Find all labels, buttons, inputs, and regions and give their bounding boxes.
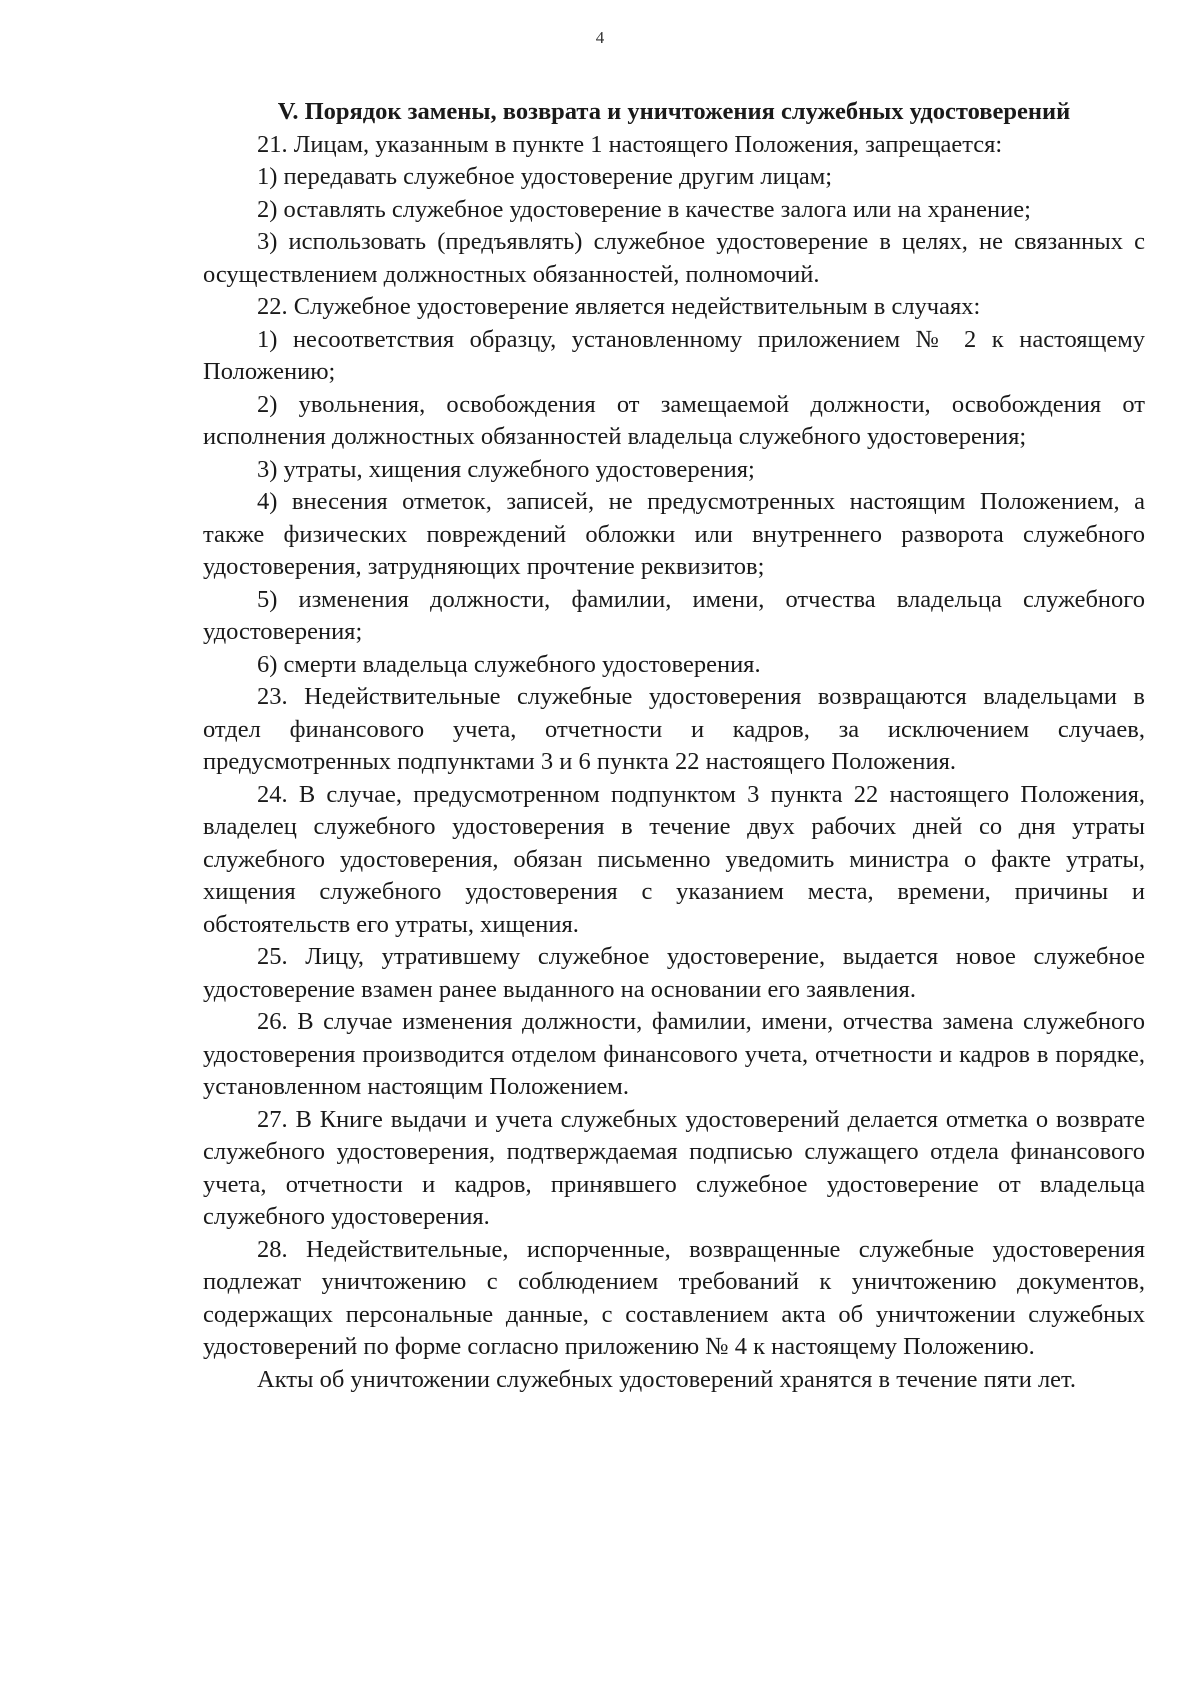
paragraph-27: 27. В Книге выдачи и учета служебных удостоверений делается отметка о возврате служебного удостоверения, подтверждаемая подписью служащего отдела финансового учета, отчетности и кадров, принявшего служебное удостоверение от владельца служебного удостоверения. (203, 1105, 1145, 1230)
paragraph-22-item-2: 2) увольнения, освобождения от замещаемой должности, освобождения от исполнения должностных обязанностей владельца служебного удостоверения; (203, 390, 1145, 450)
paragraph-22-item-1: 1) несоответствия образцу, установленному приложением № 2 к настоящему Положению; (203, 325, 1145, 385)
paragraph-22-item-6: 6) смерти владельца служебного удостоверения. (257, 650, 761, 678)
paragraph-21-item-1: 1) передавать служебное удостоверение другим лицам; (257, 163, 833, 190)
paragraph-26: 26. В случае изменения должности, фамилии, имени, отчества замена служебного удостоверения производится отделом финансового учета, отчетности и кадров в порядке, установленном настоящим Положением. (203, 1008, 1145, 1100)
paragraph-22-item-3: 3) утраты, хищения служебного удостоверения; (257, 455, 755, 483)
page-number: 4 (595, 28, 605, 47)
paragraph-21-item-2: 2) оставлять служебное удостоверение в качестве залога или на хранение; (257, 195, 1031, 223)
paragraph-22: 22. Служебное удостоверение является недействительным в случаях: (257, 293, 981, 320)
paragraph-28: 28. Недействительные, испорченные, возвращенные служебные удостоверения подлежат уничтожению с соблюдением требований к уничтожению документов, содержащих персональные данные, с составлением акта об уничтожении служебных удостоверений по форме согласно приложению № 4 к настоящему Положению. (203, 1235, 1145, 1360)
paragraph-acts-storage: Акты об уничтожении служебных удостоверений хранятся в течение пяти лет. (257, 1365, 1077, 1393)
paragraph-25: 25. Лицу, утратившему служебное удостоверение, выдается новое служебное удостоверение взамен ранее выданного на основании его заявления. (203, 943, 1145, 1003)
document-body (203, 96, 1145, 1396)
section-heading: V. Порядок замены, возврата и уничтожения служебных удостоверений (277, 98, 1071, 125)
paragraph-21: 21. Лицам, указанным в пункте 1 настоящего Положения, запрещается: (257, 130, 1003, 158)
paragraph-21-item-3: 3) использовать (предъявлять) служебное удостоверение в целях, не связанных с осуществлением должностных обязанностей, полномочий. (203, 228, 1145, 288)
paragraph-24: 24. В случае, предусмотренном подпунктом 3 пункта 22 настоящего Положения, владелец служебного удостоверения в течение двух рабочих дней со дня утраты служебного удостоверения, обязан письменно уведомить министра о факте утраты, хищения служебного удостоверения с указанием места, времени, причины и обстоятельств его утраты, хищения. (203, 780, 1145, 938)
paragraph-22-item-5: 5) изменения должности, фамилии, имени, отчества владельца служебного удостоверения; (203, 585, 1145, 645)
paragraph-22-item-4: 4) внесения отметок, записей, не предусмотренных настоящим Положением, а также физических повреждений обложки или внутреннего разворота служебного удостоверения, затрудняющих прочтение реквизитов; (203, 488, 1145, 580)
paragraph-23: 23. Недействительные служебные удостоверения возвращаются владельцами в отдел финансового учета, отчетности и кадров, за исключением случаев, предусмотренных подпунктами 3 и 6 пункта 22 настоящего Положения. (203, 683, 1145, 775)
